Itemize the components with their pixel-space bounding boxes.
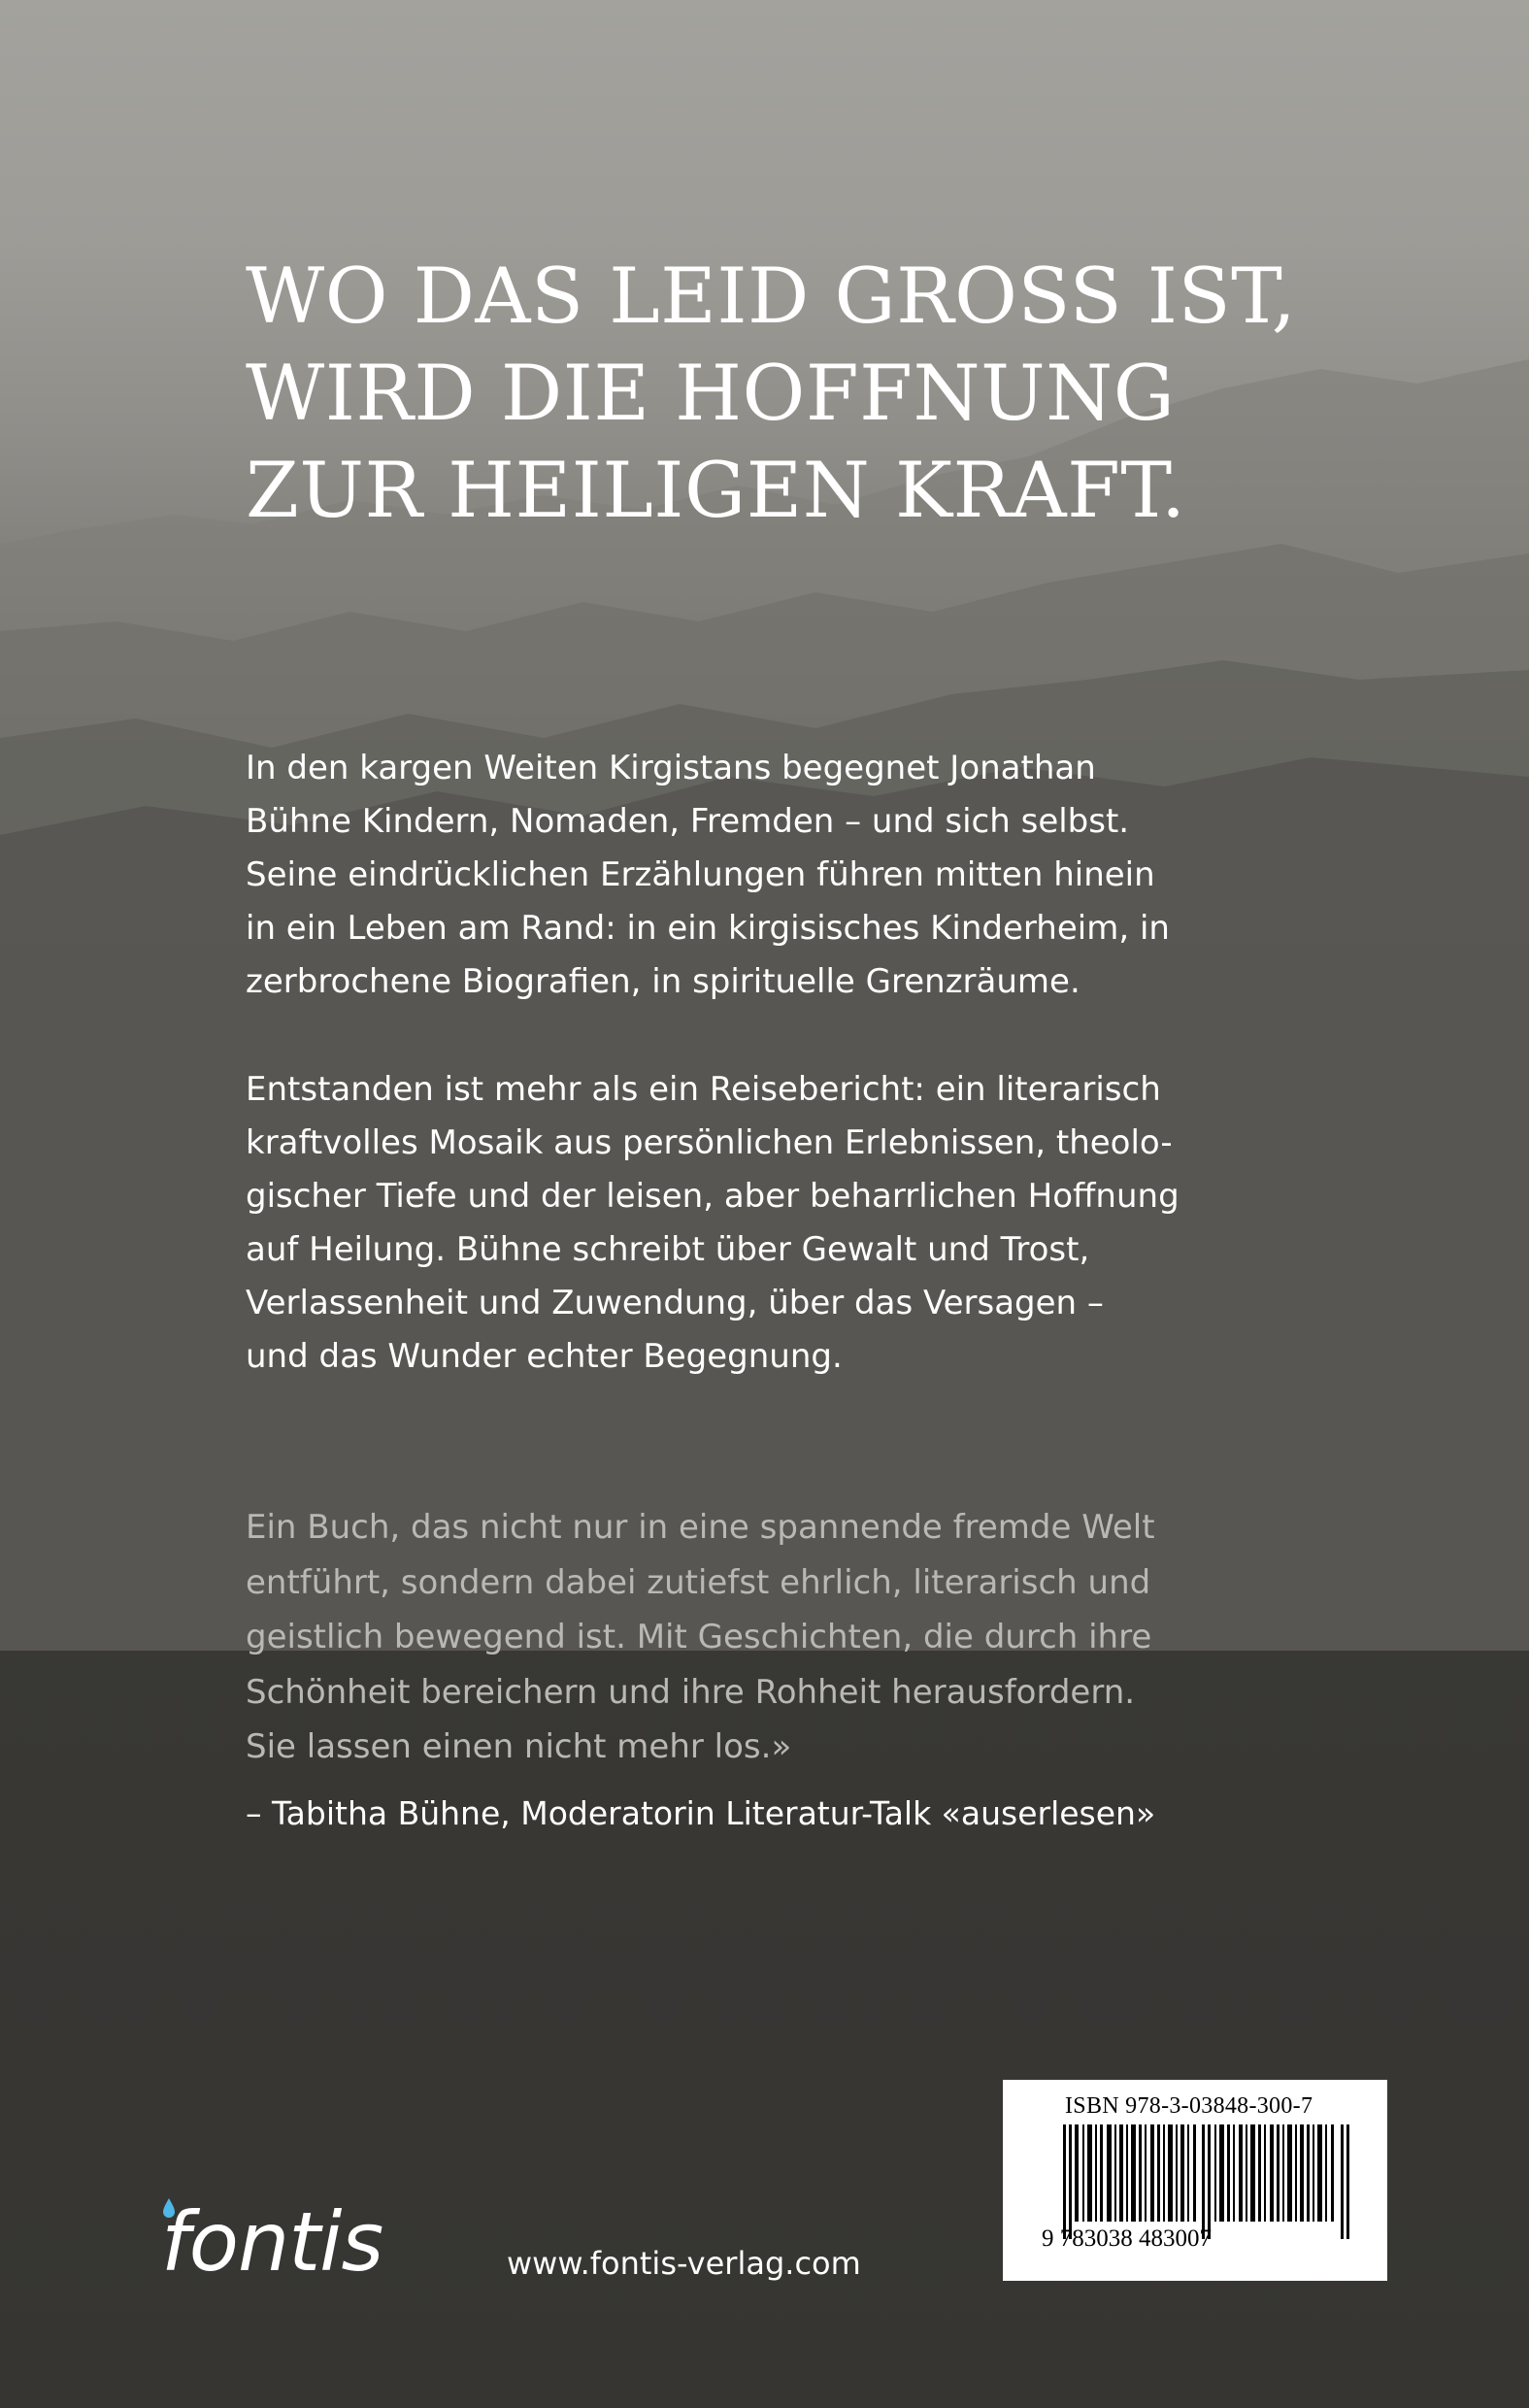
blurb-line: gischer Tiefe und der leisen, aber beharrlichen Hoffnung bbox=[246, 1177, 1180, 1216]
blurb-line: Verlassenheit und Zuwendung, über das Versagen – bbox=[246, 1284, 1104, 1322]
headline-line-3: ZUR HEILIGEN KRAFT. bbox=[246, 446, 1186, 535]
fontis-logo bbox=[122, 2175, 433, 2321]
logo-wordmark: fontis bbox=[161, 2194, 383, 2290]
quote-line: Schönheit bereichern und ihre Rohheit herausfordern. bbox=[246, 1672, 1136, 1712]
blurb-line: auf Heilung. Bühne schreibt über Gewalt und Trost, bbox=[246, 1230, 1090, 1269]
blurb-paragraph-2 bbox=[246, 1063, 1255, 1384]
barcode-digits: 9 783038 483007 bbox=[1042, 2225, 1212, 2252]
blurb-line: Seine eindrücklichen Erzählungen führen mitten hinein bbox=[246, 855, 1155, 894]
barcode-icon bbox=[1063, 2124, 1354, 2239]
blurb-line: in ein Leben am Rand: in ein kirgisisches Kinderheim, in bbox=[246, 909, 1170, 948]
publisher-website: www.fontis-verlag.com bbox=[507, 2245, 861, 2282]
blurb-line: zerbrochene Biografien, in spirituelle Grenzräume. bbox=[246, 962, 1080, 1001]
blurb-line: Entstanden ist mehr als ein Reisebericht: ein literarisch bbox=[246, 1070, 1161, 1109]
quote-attribution: – Tabitha Bühne, Moderatorin Literatur-Talk «auserlesen» bbox=[246, 1794, 1156, 1832]
quote-line: Ein Buch, das nicht nur in eine spannende fremde Welt bbox=[246, 1508, 1155, 1547]
headline-line-1: WO DAS LEID GROSS IST, bbox=[246, 251, 1297, 341]
headline bbox=[246, 248, 1296, 539]
blurb-line: Bühne Kindern, Nomaden, Fremden – und sich selbst. bbox=[246, 802, 1130, 841]
isbn-label: ISBN 978-3-03848-300-7 bbox=[1065, 2093, 1313, 2119]
quote-line: Sie lassen einen nicht mehr los.» bbox=[246, 1727, 792, 1766]
blurb-paragraph-1 bbox=[246, 742, 1255, 1009]
isbn-barcode-box bbox=[1003, 2080, 1387, 2281]
quote-line: geistlich bewegend ist. Mit Geschichten, die durch ihre bbox=[246, 1618, 1152, 1656]
headline-line-2: WIRD DIE HOFFNUNG bbox=[246, 349, 1176, 438]
review-quote bbox=[246, 1500, 1155, 1775]
blurb-line: und das Wunder echter Begegnung. bbox=[246, 1337, 843, 1376]
quote-line: entführt, sondern dabei zutiefst ehrlich, literarisch und bbox=[246, 1562, 1151, 1602]
blurb-line: In den kargen Weiten Kirgistans begegnet Jonathan bbox=[246, 749, 1096, 787]
blurb-line: kraftvolles Mosaik aus persönlichen Erlebnissen, theolo- bbox=[246, 1123, 1173, 1162]
